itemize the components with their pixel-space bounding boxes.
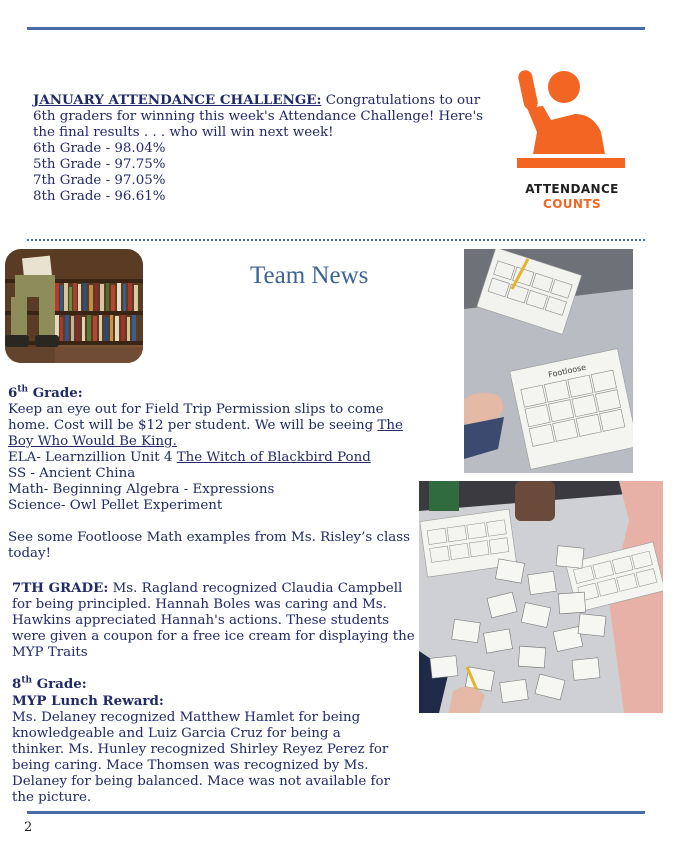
logo-line2: COUNTS [542,197,602,211]
seventh-grade-section [12,580,422,661]
seventh-line4: were given a coupon for a free ice cream for displaying the [12,629,415,644]
eighth-subheading: MYP Lunch Reward: [12,693,164,709]
seventh-line3: Hawkins appreciated Hannah's actions. These students [12,613,389,628]
science-line: Science- Owl Pellet Experiment [8,498,223,513]
seventh-line2: for being principled. Hannah Boles was caring and Ms. [12,597,387,612]
attendance-challenge [33,92,483,205]
attendance-intro-3: the final results . . . who will win next week! [33,125,334,140]
logo-line1: ATTENDANCE [525,182,619,196]
library-photo [5,249,143,363]
result-8th: 8th Grade - 96.61% [33,189,166,204]
sixth-line2: home. Cost will be $12 per student. We will be seeing [8,418,378,433]
attendance-intro-1: Congratulations to our [321,93,481,108]
footloose-photo-2 [419,481,663,713]
eighth-heading-num: 8 [12,676,22,692]
sixth-heading-num: 6 [8,385,18,401]
seventh-heading: 7TH GRADE: [12,580,109,596]
worksheet-title-1: Footloose [547,362,587,380]
top-divider [27,27,645,30]
result-5th: 5th Grade - 97.75% [33,157,166,172]
page-number: 2 [24,820,33,835]
eighth-line6: the picture. [12,790,92,805]
bottom-divider [27,811,645,814]
eighth-line4: being caring. Mace Thomsen was recognized by Ms. [12,758,369,773]
section-divider [27,239,645,241]
ela-prefix: ELA- Learnzillion Unit 4 [8,450,177,465]
ss-line: SS - Ancient China [8,466,136,481]
attendance-heading: JANUARY ATTENDANCE CHALLENGE: [33,92,322,108]
seventh-line1: Ms. Ragland recognized Claudia Campbell [108,581,403,596]
sixth-heading-sup: th [17,384,29,395]
eighth-heading-rest: Grade: [32,676,87,692]
seventh-line5: MYP Traits [12,645,88,660]
footloose-note-1: See some Footloose Math examples from Ms. Risley’s class [8,530,411,545]
book-title-1a: The [377,418,403,433]
eighth-line3: thinker. Ms. Hunley recognized Shirley Reyez Perez for [12,742,389,757]
footloose-photo-1 [464,249,633,473]
book-title-1b: Boy Who Would Be King. [8,434,177,449]
attendance-intro-2: 6th graders for winning this week's Attendance Challenge! Here's [33,109,484,124]
result-6th: 6th Grade - 98.04% [33,141,166,156]
eighth-line2: knowledgeable and Luiz Garcia Cruz for being a [12,726,341,741]
eighth-line1: Ms. Delaney recognized Matthew Hamlet for being [12,710,361,725]
sixth-heading-rest: Grade: [28,385,83,401]
book-title-2: The Witch of Blackbird Pond [176,450,371,465]
eighth-heading-sup: th [21,675,33,686]
result-7th: 7th Grade - 97.05% [33,173,166,188]
footloose-note-2: today! [8,546,51,561]
eighth-grade-section [12,676,422,806]
team-news-title: Team News [250,262,369,289]
eighth-line5: Delaney for being balanced. Mace was not available for [12,774,390,789]
sixth-grade-section [8,385,418,562]
sixth-line1: Keep an eye out for Field Trip Permission slips to come [8,402,384,417]
math-line: Math- Beginning Algebra - Expressions [8,482,275,497]
